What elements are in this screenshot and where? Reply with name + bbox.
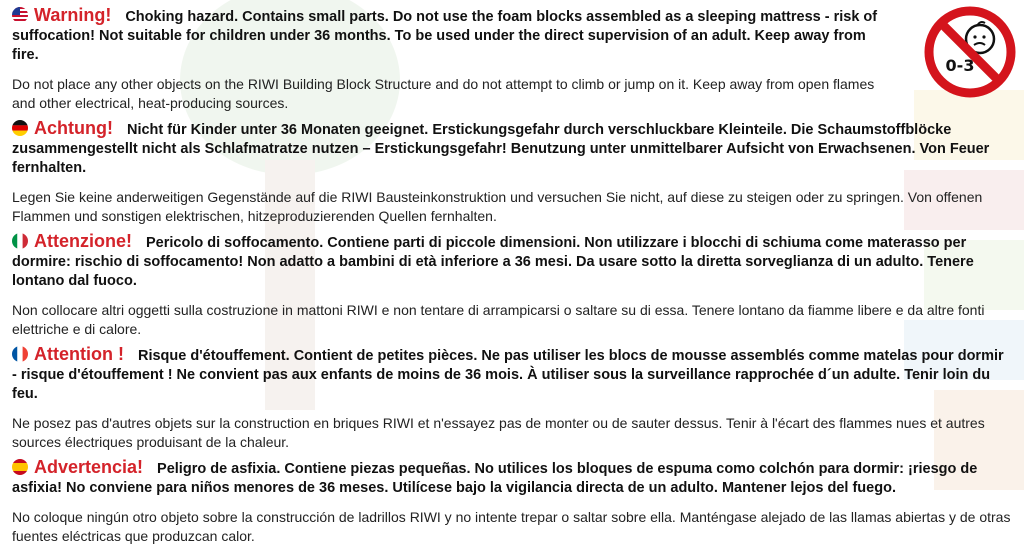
us-flag-icon [12,7,28,23]
info-text: No coloque ningún otro objeto sobre la construcción de ladrillos RIWI y no intente trepar o saltar sobre ella. Manténgase alejado de las llamas abiertas y de otras fuentes eléctricas que produzcan calor. [12,509,1011,544]
age-label: 0-3 [945,56,975,75]
warnings-document [12,6,1012,546]
germany-flag-icon [12,120,28,136]
warning-text: Nicht für Kinder unter 36 Monaten geeignet. Erstickungsgefahr durch verschluckbare Kleinteile. Die Schaumstoffblöcke zusammengestellt nicht als Schlafmatratze nutzen – Erstickungsgefahr! Benutzung unter unmittelbarer Aufsicht von Erwachsenen. Von Feuer fernhalten. [12,122,990,176]
info-text: Ne posez pas d'autres objets sur la construction en briques RIWI et n'essayez pas de monter ou de sauter dessus. Tenir à l'écart des flammes nues et autres sources électriques produisant de la chaleur. [12,415,985,450]
section-title: Attenzione! [34,231,132,251]
warning-section-italian [12,232,1012,339]
warning-text: Choking hazard. Contains small parts. Do not use the foam blocks assembled as a sleeping mattress - risk of suffocation! Not suitable for children under 36 months. To be used under the direct supervision of an adult. Keep away from fire. [12,9,878,63]
section-title: Attention ! [34,344,124,364]
info-text: Do not place any other objects on the RIWI Building Block Structure and do not attempt to climb or jump on it. Keep away from open flames and other electrical, heat-producing sources. [12,76,875,111]
warning-section-french [12,345,1012,452]
section-title: Achtung! [34,118,113,138]
section-title: Advertencia! [34,457,144,477]
warning-section-spanish [12,458,1012,546]
info-text: Legen Sie keine anderweitigen Gegenstände auf die RIWI Bausteinkonstruktion und versuchen Sie nicht, auf diese zu steigen oder zu springen. Von offenen Flammen und sonstigen elektrischen, hitzeproduzierenden Quellen fernhalten. [12,189,983,224]
italy-flag-icon [12,233,28,249]
warning-section-german [12,119,1012,226]
france-flag-icon [12,346,28,362]
warning-section-english [12,6,1012,113]
warning-text: Risque d'étouffement. Contient de petites pièces. Ne pas utiliser les blocs de mousse assemblés comme matelas pour dormir - risque d'étouffement ! Ne convient pas aux enfants de moins de 36 mois. À utiliser sous la surveillance rapprochée d´un adulte. Tenir loin du feu. [12,348,1004,402]
section-title: Warning! [34,5,112,25]
warning-text: Pericolo di soffocamento. Contiene parti di piccole dimensioni. Non utilizzare i blocchi di schiuma come materasso per dormire: rischio di soffocamento! Non adatto a bambini di età inferiore a 36 mesi. Da usare sotto la diretta sorveglianza di un adulto. Tenere lontano dal fuoco. [12,235,974,289]
info-text: Non collocare altri oggetti sulla costruzione in mattoni RIWI e non tentare di arrampicarsi o saltare su di essa. Tenere lontano da fiamme libere e da altre fonti elettriche e di calore. [12,302,985,337]
warning-text: Peligro de asfixia. Contiene piezas pequeñas. No utilices los bloques de espuma como colchón para dormir: ¡riesgo de asfixia! No conviene para niños menores de 36 meses. Utilícese bajo la vigilancia directa de un adulto. Mantener lejos del fuego. [12,461,978,496]
spain-flag-icon [12,459,28,475]
